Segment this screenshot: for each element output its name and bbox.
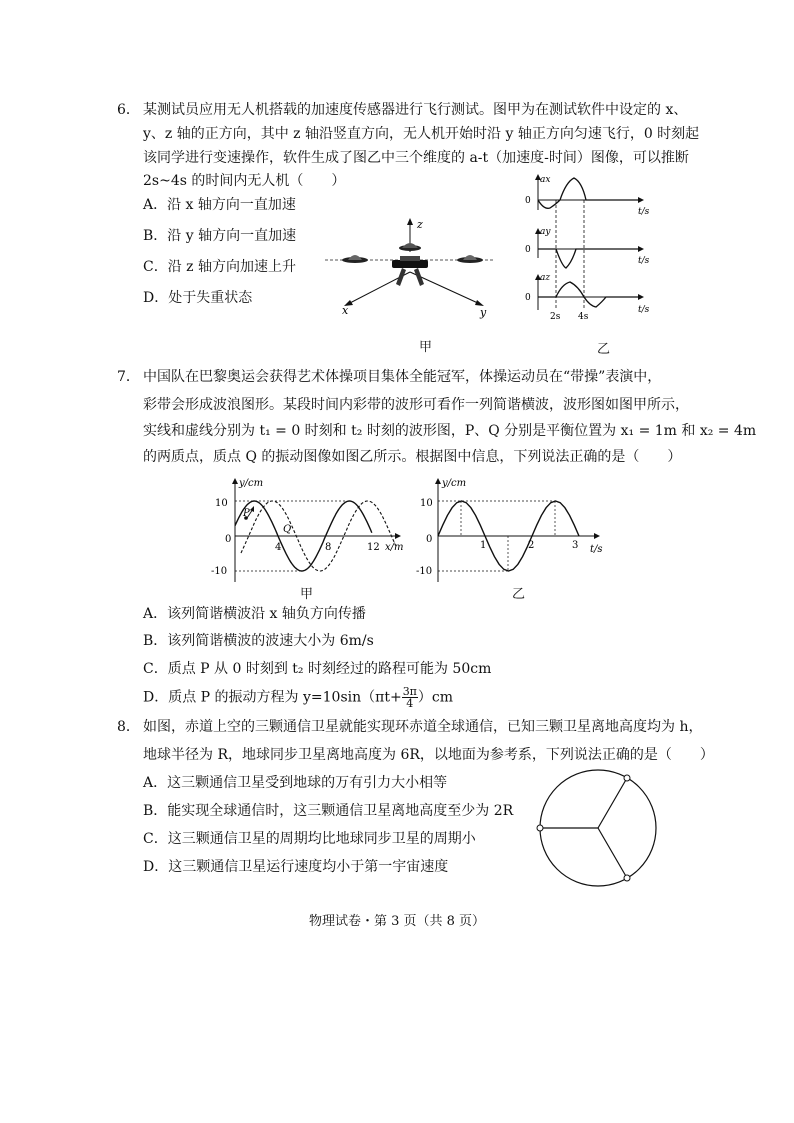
q7-yi-ypos: 10 <box>420 498 433 509</box>
q6-at-graphs <box>520 170 660 320</box>
q7-yi-xlabel: t/s <box>590 544 603 555</box>
q6-ay-zero: 0 <box>525 245 531 255</box>
q8-stem-line-1: 如图，赤道上空的三颗通信卫星就能实现环赤道全球通信，已知三颗卫星离地高度均为 h， <box>143 719 703 735</box>
q8-option-d: D．这三颗通信卫星运行速度均小于第一宇宙速度 <box>143 859 449 875</box>
q6-option-b: B．沿 y 轴方向一直加速 <box>143 228 297 244</box>
q7-option-a: A．该列简谐横波沿 x 轴负方向传播 <box>143 606 366 622</box>
q7-label-P: P <box>243 508 250 519</box>
q7-stem-line-3: 实线和虚线分别为 t₁ = 0 时刻和 t₂ 时刻的波形图，P、Q 分别是平衡位置为 x₁ = 1m 和 x₂ = 4m <box>143 423 757 439</box>
q7-fig-jia-caption: 甲 <box>300 587 314 602</box>
q6-tick-4s: 4s <box>578 312 589 322</box>
q6-az-zero: 0 <box>525 293 531 303</box>
q7-jia-yneg: -10 <box>211 566 228 577</box>
q8-option-a: A．这三颗通信卫星受到地球的万有引力大小相等 <box>143 775 448 791</box>
q6-ay-label: ay <box>540 227 551 237</box>
q6-stem-line-2: y、z 轴的正方向，其中 z 轴沿竖直方向，无人机开始时沿 y 轴正方向匀速飞行，0 时刻起 <box>143 126 700 142</box>
q7-jia-zero: 0 <box>225 534 232 545</box>
q6-az-label: az <box>540 273 551 283</box>
q7-option-d-fraction <box>402 686 418 709</box>
q7-yi-tick-3: 3 <box>572 540 579 551</box>
q7-yi-ylabel: y/cm <box>442 478 467 489</box>
q6-ax-zero: 0 <box>525 196 531 206</box>
page-footer: 物理试卷・第 3 页（共 8 页） <box>308 914 486 929</box>
q6-stem-line-4: 2s~4s 的时间内无人机（ ） <box>143 173 346 189</box>
q7-jia-tick-4: 4 <box>275 542 282 553</box>
q7-yi-zero: 0 <box>426 534 433 545</box>
q6-ax-t-label: t/s <box>638 207 650 217</box>
q7-jia-tick-8: 8 <box>325 542 332 553</box>
q6-axis-x-label: x <box>342 304 349 317</box>
q7-jia-xlabel: x/m <box>385 542 404 553</box>
q6-option-a: A．沿 x 轴方向一直加速 <box>143 197 296 213</box>
q6-axis-y-label: y <box>480 306 487 319</box>
q6-stem-line-3: 该同学进行变速操作，软件生成了图乙中三个维度的 a-t（加速度-时间）图像，可以推断 <box>143 150 689 166</box>
q7-jia-ypos: 10 <box>215 498 228 509</box>
q8-number: 8． <box>117 719 140 735</box>
q7-option-b: B．该列简谐横波的波速大小为 6m/s <box>143 633 374 649</box>
q6-az-t-label: t/s <box>638 305 650 315</box>
q7-yi-tick-2: 2 <box>528 540 535 551</box>
q6-option-d: D．处于失重状态 <box>143 290 253 306</box>
q7-yi-yneg: -10 <box>416 566 433 577</box>
q7-stem-line-2: 彩带会形成波浪图形。某段时间内彩带的波形可看作一列简谐横波，波形图如图甲所示， <box>143 397 689 413</box>
q6-fig-yi-caption: 乙 <box>597 342 611 357</box>
q8-stem-line-2: 地球半径为 R，地球同步卫星离地高度为 6R，以地面为参考系，下列说法正确的是（ ） <box>143 747 714 763</box>
q7-yi-tick-1: 1 <box>480 540 487 551</box>
q8-option-b: B．能实现全球通信时，这三颗通信卫星离地高度至少为 2R <box>143 803 514 819</box>
q7-wave-figure <box>205 474 405 590</box>
q6-axis-z-label: z <box>417 218 423 231</box>
q6-ay-t-label: t/s <box>638 256 650 266</box>
q7-stem-line-1: 中国队在巴黎奥运会获得艺术体操项目集体全能冠军，体操运动员在“带操”表演中， <box>143 369 662 385</box>
q8-option-c: C．这三颗通信卫星的周期均比地球同步卫星的周期小 <box>143 831 476 847</box>
q7-stem-line-4: 的两质点，质点 Q 的振动图像如图乙所示。根据图中信息，下列说法正确的是（ ） <box>143 449 682 465</box>
q7-vibration-figure <box>418 474 618 590</box>
q7-option-d-tail: ）cm <box>417 689 454 706</box>
q6-ax-label: ax <box>540 175 551 185</box>
q7-option-d-text: D．质点 P 的振动方程为 y=10sin（πt+ <box>143 689 402 706</box>
q6-fig-jia-caption: 甲 <box>419 340 433 355</box>
q7-number: 7． <box>117 369 140 385</box>
q7-jia-ylabel: y/cm <box>239 478 264 489</box>
q7-fig-yi-caption: 乙 <box>512 587 526 602</box>
q6-number: 6． <box>117 102 140 118</box>
q7-jia-tick-12: 12 <box>367 542 380 553</box>
q7-option-c: C．质点 P 从 0 时刻到 t₂ 时刻经过的路程可能为 50cm <box>143 661 492 677</box>
q6-option-c: C．沿 z 轴方向加速上升 <box>143 259 296 275</box>
q7-option-d <box>143 686 453 709</box>
q6-drone-figure <box>320 212 500 322</box>
q7-frac-den: 4 <box>406 697 414 710</box>
q8-satellite-figure <box>530 768 660 888</box>
q7-label-Q: Q <box>283 524 292 535</box>
q6-stem-line-1: 某测试员应用无人机搭载的加速度传感器进行飞行测试。图甲为在测试软件中设定的 x、 <box>143 102 688 118</box>
q6-tick-2s: 2s <box>550 312 561 322</box>
q7-frac-num: 3π <box>402 685 417 698</box>
